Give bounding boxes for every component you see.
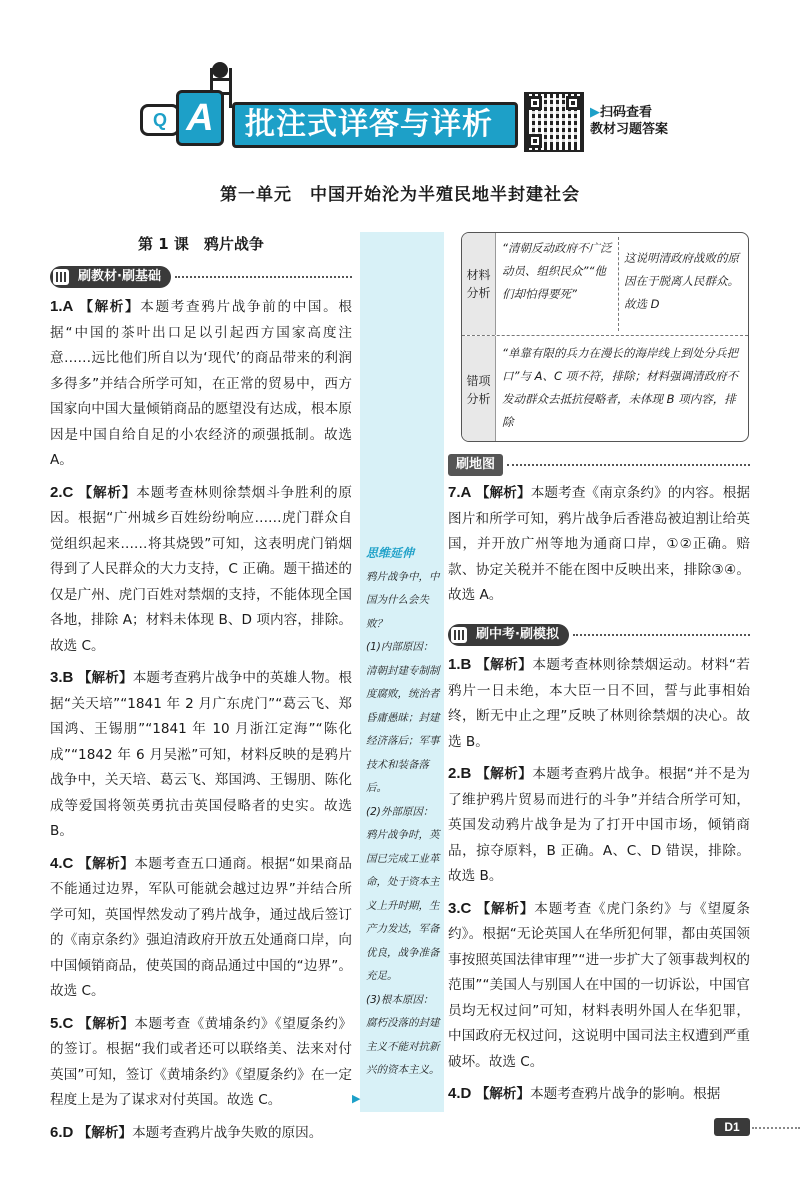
answer-number: 1. [448,656,461,673]
material-analysis-label: 材料分析 [462,233,496,335]
sidebar-point-1: (1)内部原因：清朝封建专制制度腐败，统治者昏庸愚昧；封建经济落后；军事技术和装备落后。 [366,641,440,794]
header-title: 批注式详答与详析 [232,102,518,148]
answer-letter: B [62,669,74,686]
sidebar-question: 鸦片战争中，中国为什么会失败？ [366,570,440,630]
analysis-text: 本题考查鸦片战争。根据“并不是为了维护鸦片贸易而进行的斗争”并结合所学可知，英国发动鸦片战争是为了打开中国市场，倾销商品，掠夺原料，B 正确。A、C、D 错误，排除。故选 B。 [448,766,750,884]
q-badge: Q [140,104,180,136]
sidebar-heading: 思维延伸 [366,546,415,560]
page-header [0,62,800,162]
analysis-tag: 【解析】 [476,900,535,917]
answer-number: 7. [448,484,461,501]
section-textbook: 刷教材·刷基础 [50,266,352,288]
answer-item [448,896,750,1076]
answer-letter: B [460,656,472,673]
analysis-text: 本题考查《虎门条约》与《望厦条约》。根据“无论英国人在华所犯何罪，都由英国领事按照英国法律审理”“进一步扩大了领事裁判权的范围”“美国人与别国人在中国的一切诉讼，中国官员均无权过问”可知，材料表明外国人在华犯罪，中国政府无权过问，这说明中国司法主权遭到严重破坏。故选 C。 [448,900,750,1070]
page-number: D1 [714,1118,750,1136]
person-icon [212,62,228,78]
answer-letter: B [460,765,472,782]
a-badge: A [176,90,224,146]
answer-item [448,1081,750,1108]
answer-letter: D [62,1123,74,1141]
analysis-text: 本题考查鸦片战争中的英雄人物。根据“关天培”“1841 年 2 月广东虎门”“葛云飞、郑国鸿、王锡朋”“1841 年 10 月浙江定海”“陈化成”“1842 年 6 月吴淞”可知，材料反映的是鸦片战争中，关天培、葛云飞、郑国鸿、王锡朋、陈化成等爱国将领英勇抗击英国侵略者的史实。故选 B。 [50,670,353,839]
answer-number: 1. [50,298,63,315]
analysis-tag: 【解析】 [476,657,533,673]
section-map: 刷地图 [448,454,750,476]
answer-item [50,665,352,845]
analysis-tag: 【解析】 [78,1015,135,1032]
analysis-text: 本题考查《黄埔条约》《望厦条约》的签订。根据“我们或者还可以联络美、法来对付英国”可知，签订《黄埔条约》《望厦条约》在一定程度上是为了谋求对付英国。故选 C。 [50,1015,353,1108]
analysis-text: 本题考查鸦片战争失败的原因。 [132,1124,323,1141]
analysis-text: 本题考查鸦片战争前的中国。根据“中国的茶叶出口足以引起西方国家高度注意……远比他们所自以为‘现代’的商品带来的利润多得多”并结合所学可知，在正常的贸易中，西方国家向中国大量倾销商品的愿望没有达成，根本原因是中国自给自足的小农经济的顽强抵制。故选 A。 [50,299,353,468]
answer-item [50,480,352,660]
answer-item [50,851,352,1005]
answer-letter: C [62,483,74,501]
left-column [50,294,352,1146]
analysis-table [461,232,749,442]
answer-number: 2. [50,483,63,501]
right-map-column [448,480,750,609]
answer-item [50,1120,352,1147]
analysis-tag: 【解析】 [475,485,531,501]
answer-item [448,480,750,609]
answer-item [448,652,750,755]
answer-letter: C [62,1014,74,1032]
answer-letter: C [62,854,74,872]
right-exam-column [448,652,750,1108]
answer-letter: D [460,1085,472,1102]
analysis-tag: 【解析】 [77,1124,133,1141]
answer-number: 6. [50,1123,63,1141]
arrow-icon: ▶ [590,105,600,120]
answer-letter: C [460,899,472,917]
analysis-tag: 【解析】 [77,670,133,686]
answer-number: 4. [50,854,63,872]
scan-hint: ▶扫码查看 教材习题答案 [590,105,669,137]
sidebar-point-2: (2)外部原因：鸦片战争时，英国已完成工业革命，处于资本主义上升时期，生产力发达，军备优良，战争准备充足。 [366,805,440,982]
answer-number: 2. [448,765,461,782]
analysis-tag: 【解析】 [476,766,533,782]
answer-item [448,761,750,890]
book-icon [451,627,467,643]
analysis-text: 本题考查林则徐禁烟斗争胜利的原因。根据“广州城乡百姓纷纷响应……虎门群众自觉组织起来……将其烧毁”可知，这表明虎门销烟得到了人民群众的大力支持，C 正确。题干描述的仅是广州、虎门百姓对禁烟的支持，不能体现全国各地，排除 A；材料未体现 B、D 项内容，排除。故选 C。 [50,484,352,654]
thinking-extension-sidebar [360,232,444,1112]
answer-number: 5. [50,1014,63,1032]
analysis-text: 本题考查鸦片战争的影响。根据 [530,1086,721,1102]
material-conclusion: 这说明清政府战败的原因在于脱离人民群众。故选 D [624,251,739,311]
analysis-text: 本题考查五口通商。根据“如果商品不能通过边界，军队可能就会越过边界”并结合所学可知，英国悍然发动了鸦片战争，通过战后签订的《南京条约》强迫清政府开放五处通商口岸，向中国倾销商品，使英国的商品通过中国的“边界”。故选 C。 [50,855,352,999]
unit-title: 第一单元 中国开始沦为半殖民地半封建社会 [220,185,580,205]
analysis-text: 本题考查林则徐禁烟运动。材料“若鸦片一日未绝，本大臣一日不回，誓与此事相始终，断无中止之理”反映了林则徐禁烟的决心。故选 B。 [448,657,750,750]
answer-item [50,294,352,474]
analysis-tag: 【解析】 [78,855,135,872]
answer-number: 3. [448,899,461,917]
analysis-text: 本题考查《南京条约》的内容。根据图片和所学可知，鸦片战争后香港岛被迫割让给英国，并开放广州等地为通商口岸，①②正确。赔款、协定关税并不能在图中反映出来，排除③④。故选 A。 [448,485,751,603]
sidebar-point-3: (3)根本原因：腐朽没落的封建主义不能对抗新兴的资本主义。 [366,993,440,1076]
triangle-marker-icon: ▶ [352,1092,361,1105]
book-icon [53,269,69,285]
answer-number: 4. [448,1085,461,1102]
answer-item [50,1011,352,1114]
analysis-tag: 【解析】 [79,299,141,315]
qr-code-icon[interactable] [524,92,584,152]
analysis-tag: 【解析】 [475,1086,531,1102]
section-exam: 刷中考·刷模拟 [448,624,750,646]
lesson-title: 第 1 课 鸦片战争 [138,235,264,253]
wrong-option-analysis: “单靠有限的兵力在漫长的海岸线上到处分兵把口”与 A、C 项不符，排除；材料强调清政府不发动群众去抵抗侵略者，未体现 B 项内容，排除 [502,346,739,429]
wrong-option-label: 错项分析 [462,336,496,442]
analysis-tag: 【解析】 [78,484,137,501]
material-quote: “清朝反动政府不广泛动员、组织民众”“他们却怕得要死” [502,241,612,301]
answer-letter: A [460,484,472,501]
answer-letter: A [62,298,74,315]
answer-number: 3. [50,669,63,686]
